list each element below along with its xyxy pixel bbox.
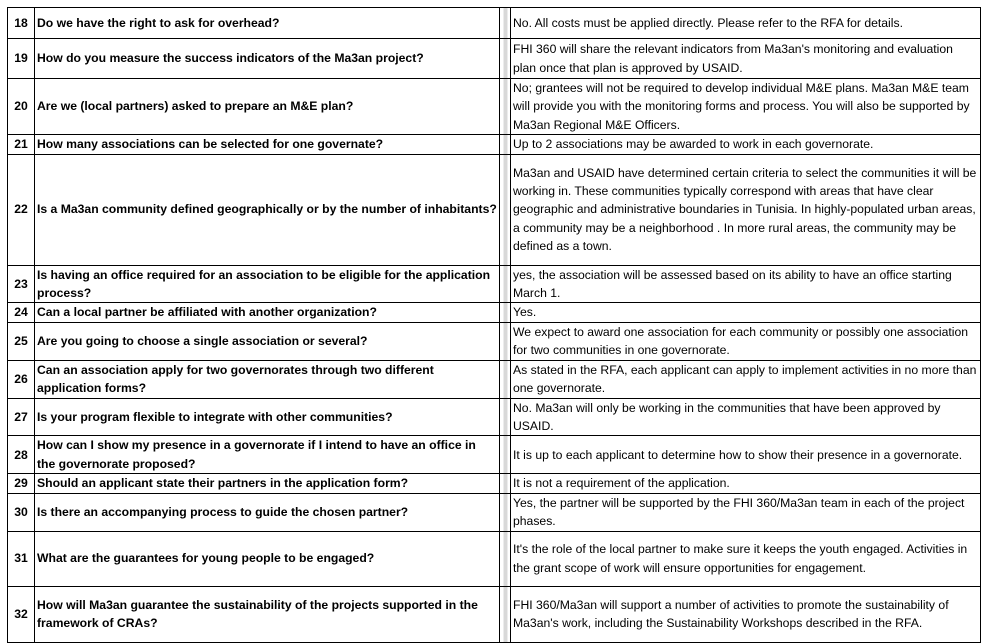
- table-row: [8, 322, 981, 360]
- table-row: [8, 531, 981, 586]
- answer-cell: We expect to award one association for each community or possibly one association for two communities in one governorate.: [511, 322, 981, 360]
- question-cell: How many associations can be selected for one governate?: [35, 135, 500, 154]
- table-row: [8, 79, 981, 135]
- question-cell: Is having an office required for an association to be eligible for the application process?: [35, 265, 500, 303]
- answer-cell: Ma3an and USAID have determined certain criteria to select the communities it will be working in. These communities typically correspond with areas that have clear geographic and administrative boundaries in Tunisia. In highly-populated urban areas, a community may be a neighborhood . In more rural areas, the community may be defined as a town.: [511, 154, 981, 265]
- answer-cell: As stated in the RFA, each applicant can apply to implement activities in no more than one governorate.: [511, 360, 981, 398]
- row-number: 28: [8, 436, 35, 474]
- column-divider: [500, 398, 511, 436]
- column-divider: [500, 474, 511, 493]
- column-divider: [500, 531, 511, 586]
- question-cell: Are you going to choose a single association or several?: [35, 322, 500, 360]
- answer-cell: Yes.: [511, 303, 981, 322]
- row-number: 29: [8, 474, 35, 493]
- row-number: 32: [8, 586, 35, 642]
- question-cell: Do we have the right to ask for overhead?: [35, 8, 500, 39]
- question-cell: Is a Ma3an community defined geographically or by the number of inhabitants?: [35, 154, 500, 265]
- table-row: [8, 265, 981, 303]
- question-cell: What are the guarantees for young people to be engaged?: [35, 531, 500, 586]
- column-divider: [500, 436, 511, 474]
- table-row: [8, 398, 981, 436]
- row-number: 25: [8, 322, 35, 360]
- answer-cell: It's the role of the local partner to make sure it keeps the youth engaged. Activities in the grant scope of work will ensure opportunities for engagement.: [511, 531, 981, 586]
- answer-cell: Yes, the partner will be supported by the FHI 360/Ma3an team in each of the project phases.: [511, 493, 981, 531]
- column-divider: [500, 39, 511, 79]
- row-number: 18: [8, 8, 35, 39]
- column-divider: [500, 322, 511, 360]
- table-row: [8, 8, 981, 39]
- answer-cell: FHI 360/Ma3an will support a number of activities to promote the sustainability of Ma3an's work, including the Sustainability Workshops described in the RFA.: [511, 586, 981, 642]
- row-number: 31: [8, 531, 35, 586]
- column-divider: [500, 493, 511, 531]
- row-number: 22: [8, 154, 35, 265]
- row-number: 20: [8, 79, 35, 135]
- question-cell: Is there an accompanying process to guide the chosen partner?: [35, 493, 500, 531]
- table-row: [8, 474, 981, 493]
- table-row: [8, 436, 981, 474]
- column-divider: [500, 135, 511, 154]
- answer-cell: No; grantees will not be required to develop individual M&E plans. Ma3an M&E team will provide you with the monitoring forms and process. You will also be supported by Ma3an Regional M&E Officers.: [511, 79, 981, 135]
- column-divider: [500, 8, 511, 39]
- table-row: [8, 360, 981, 398]
- table-row: [8, 39, 981, 79]
- question-cell: Is your program flexible to integrate with other communities?: [35, 398, 500, 436]
- row-number: 24: [8, 303, 35, 322]
- answer-cell: FHI 360 will share the relevant indicators from Ma3an's monitoring and evaluation plan once that plan is approved by USAID.: [511, 39, 981, 79]
- column-divider: [500, 265, 511, 303]
- column-divider: [500, 586, 511, 642]
- answer-cell: It is up to each applicant to determine how to show their presence in a governorate.: [511, 436, 981, 474]
- answer-cell: yes, the association will be assessed based on its ability to have an office starting March 1.: [511, 265, 981, 303]
- table-row: [8, 586, 981, 642]
- answer-cell: No. Ma3an will only be working in the communities that have been approved by USAID.: [511, 398, 981, 436]
- column-divider: [500, 360, 511, 398]
- table-row: [8, 154, 981, 265]
- question-cell: Should an applicant state their partners in the application form?: [35, 474, 500, 493]
- row-number: 21: [8, 135, 35, 154]
- row-number: 27: [8, 398, 35, 436]
- answer-cell: It is not a requirement of the application.: [511, 474, 981, 493]
- column-divider: [500, 79, 511, 135]
- answer-cell: No. All costs must be applied directly. Please refer to the RFA for details.: [511, 8, 981, 39]
- question-cell: How can I show my presence in a governorate if I intend to have an office in the governorate proposed?: [35, 436, 500, 474]
- question-cell: Can an association apply for two governorates through two different application forms?: [35, 360, 500, 398]
- faq-table: [7, 7, 981, 643]
- question-cell: Are we (local partners) asked to prepare an M&E plan?: [35, 79, 500, 135]
- row-number: 19: [8, 39, 35, 79]
- question-cell: How do you measure the success indicators of the Ma3an project?: [35, 39, 500, 79]
- column-divider: [500, 303, 511, 322]
- row-number: 23: [8, 265, 35, 303]
- row-number: 30: [8, 493, 35, 531]
- column-divider: [500, 154, 511, 265]
- table-row: [8, 303, 981, 322]
- answer-cell: Up to 2 associations may be awarded to work in each governorate.: [511, 135, 981, 154]
- row-number: 26: [8, 360, 35, 398]
- question-cell: How will Ma3an guarantee the sustainability of the projects supported in the framework of CRAs?: [35, 586, 500, 642]
- table-row: [8, 135, 981, 154]
- question-cell: Can a local partner be affiliated with another organization?: [35, 303, 500, 322]
- table-row: [8, 493, 981, 531]
